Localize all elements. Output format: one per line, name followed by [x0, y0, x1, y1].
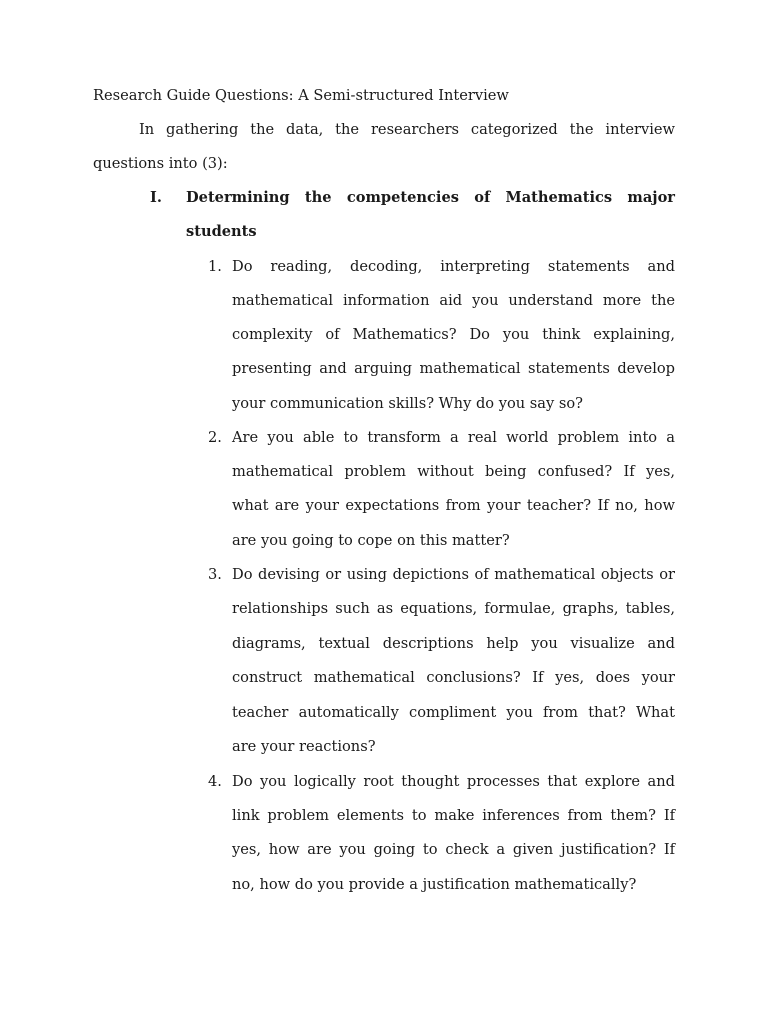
question-4-line: yes, how are you going to check a given justification? If	[232, 841, 675, 858]
question-4-line: no, how do you provide a justification mathematically?	[232, 876, 637, 893]
question-1-line: Do reading, decoding, interpreting statements and	[232, 258, 675, 275]
document-title: Research Guide Questions: A Semi-structured Interview	[93, 87, 509, 104]
question-1-line: mathematical information aid you understand more the	[232, 292, 675, 309]
question-1-line: complexity of Mathematics? Do you think explaining,	[232, 326, 675, 343]
question-3-line: construct mathematical conclusions? If yes, does your	[232, 669, 675, 686]
question-number: 2.	[208, 429, 222, 446]
question-number: 3.	[208, 566, 222, 583]
question-3-line: relationships such as equations, formulae, graphs, tables,	[232, 600, 675, 617]
question-2-line: Are you able to transform a real world problem into a	[232, 429, 675, 446]
question-4-line: link problem elements to make inferences from them? If	[232, 807, 675, 824]
question-number: 1.	[208, 258, 222, 275]
intro-line-1: In gathering the data, the researchers categorized the interview	[139, 121, 675, 138]
intro-line-2: questions into (3):	[93, 155, 228, 172]
question-3-line: teacher automatically compliment you from that? What	[232, 704, 675, 721]
section-heading-line-2: students	[186, 223, 257, 240]
question-1-line: your communication skills? Why do you say so?	[232, 395, 583, 412]
question-2-line: are you going to cope on this matter?	[232, 532, 510, 549]
question-2-line: mathematical problem without being confused? If yes,	[232, 463, 675, 480]
question-1-line: presenting and arguing mathematical statements develop	[232, 360, 675, 377]
question-3-line: are your reactions?	[232, 738, 376, 755]
question-3-line: diagrams, textual descriptions help you visualize and	[232, 635, 675, 652]
question-4-line: Do you logically root thought processes that explore and	[232, 773, 675, 790]
question-2-line: what are your expectations from your teacher? If no, how	[232, 497, 675, 514]
section-heading-line-1: Determining the competencies of Mathematics major	[186, 189, 675, 206]
section-numeral: I.	[150, 189, 162, 206]
question-number: 4.	[208, 773, 222, 790]
question-3-line: Do devising or using depictions of mathematical objects or	[232, 566, 675, 583]
